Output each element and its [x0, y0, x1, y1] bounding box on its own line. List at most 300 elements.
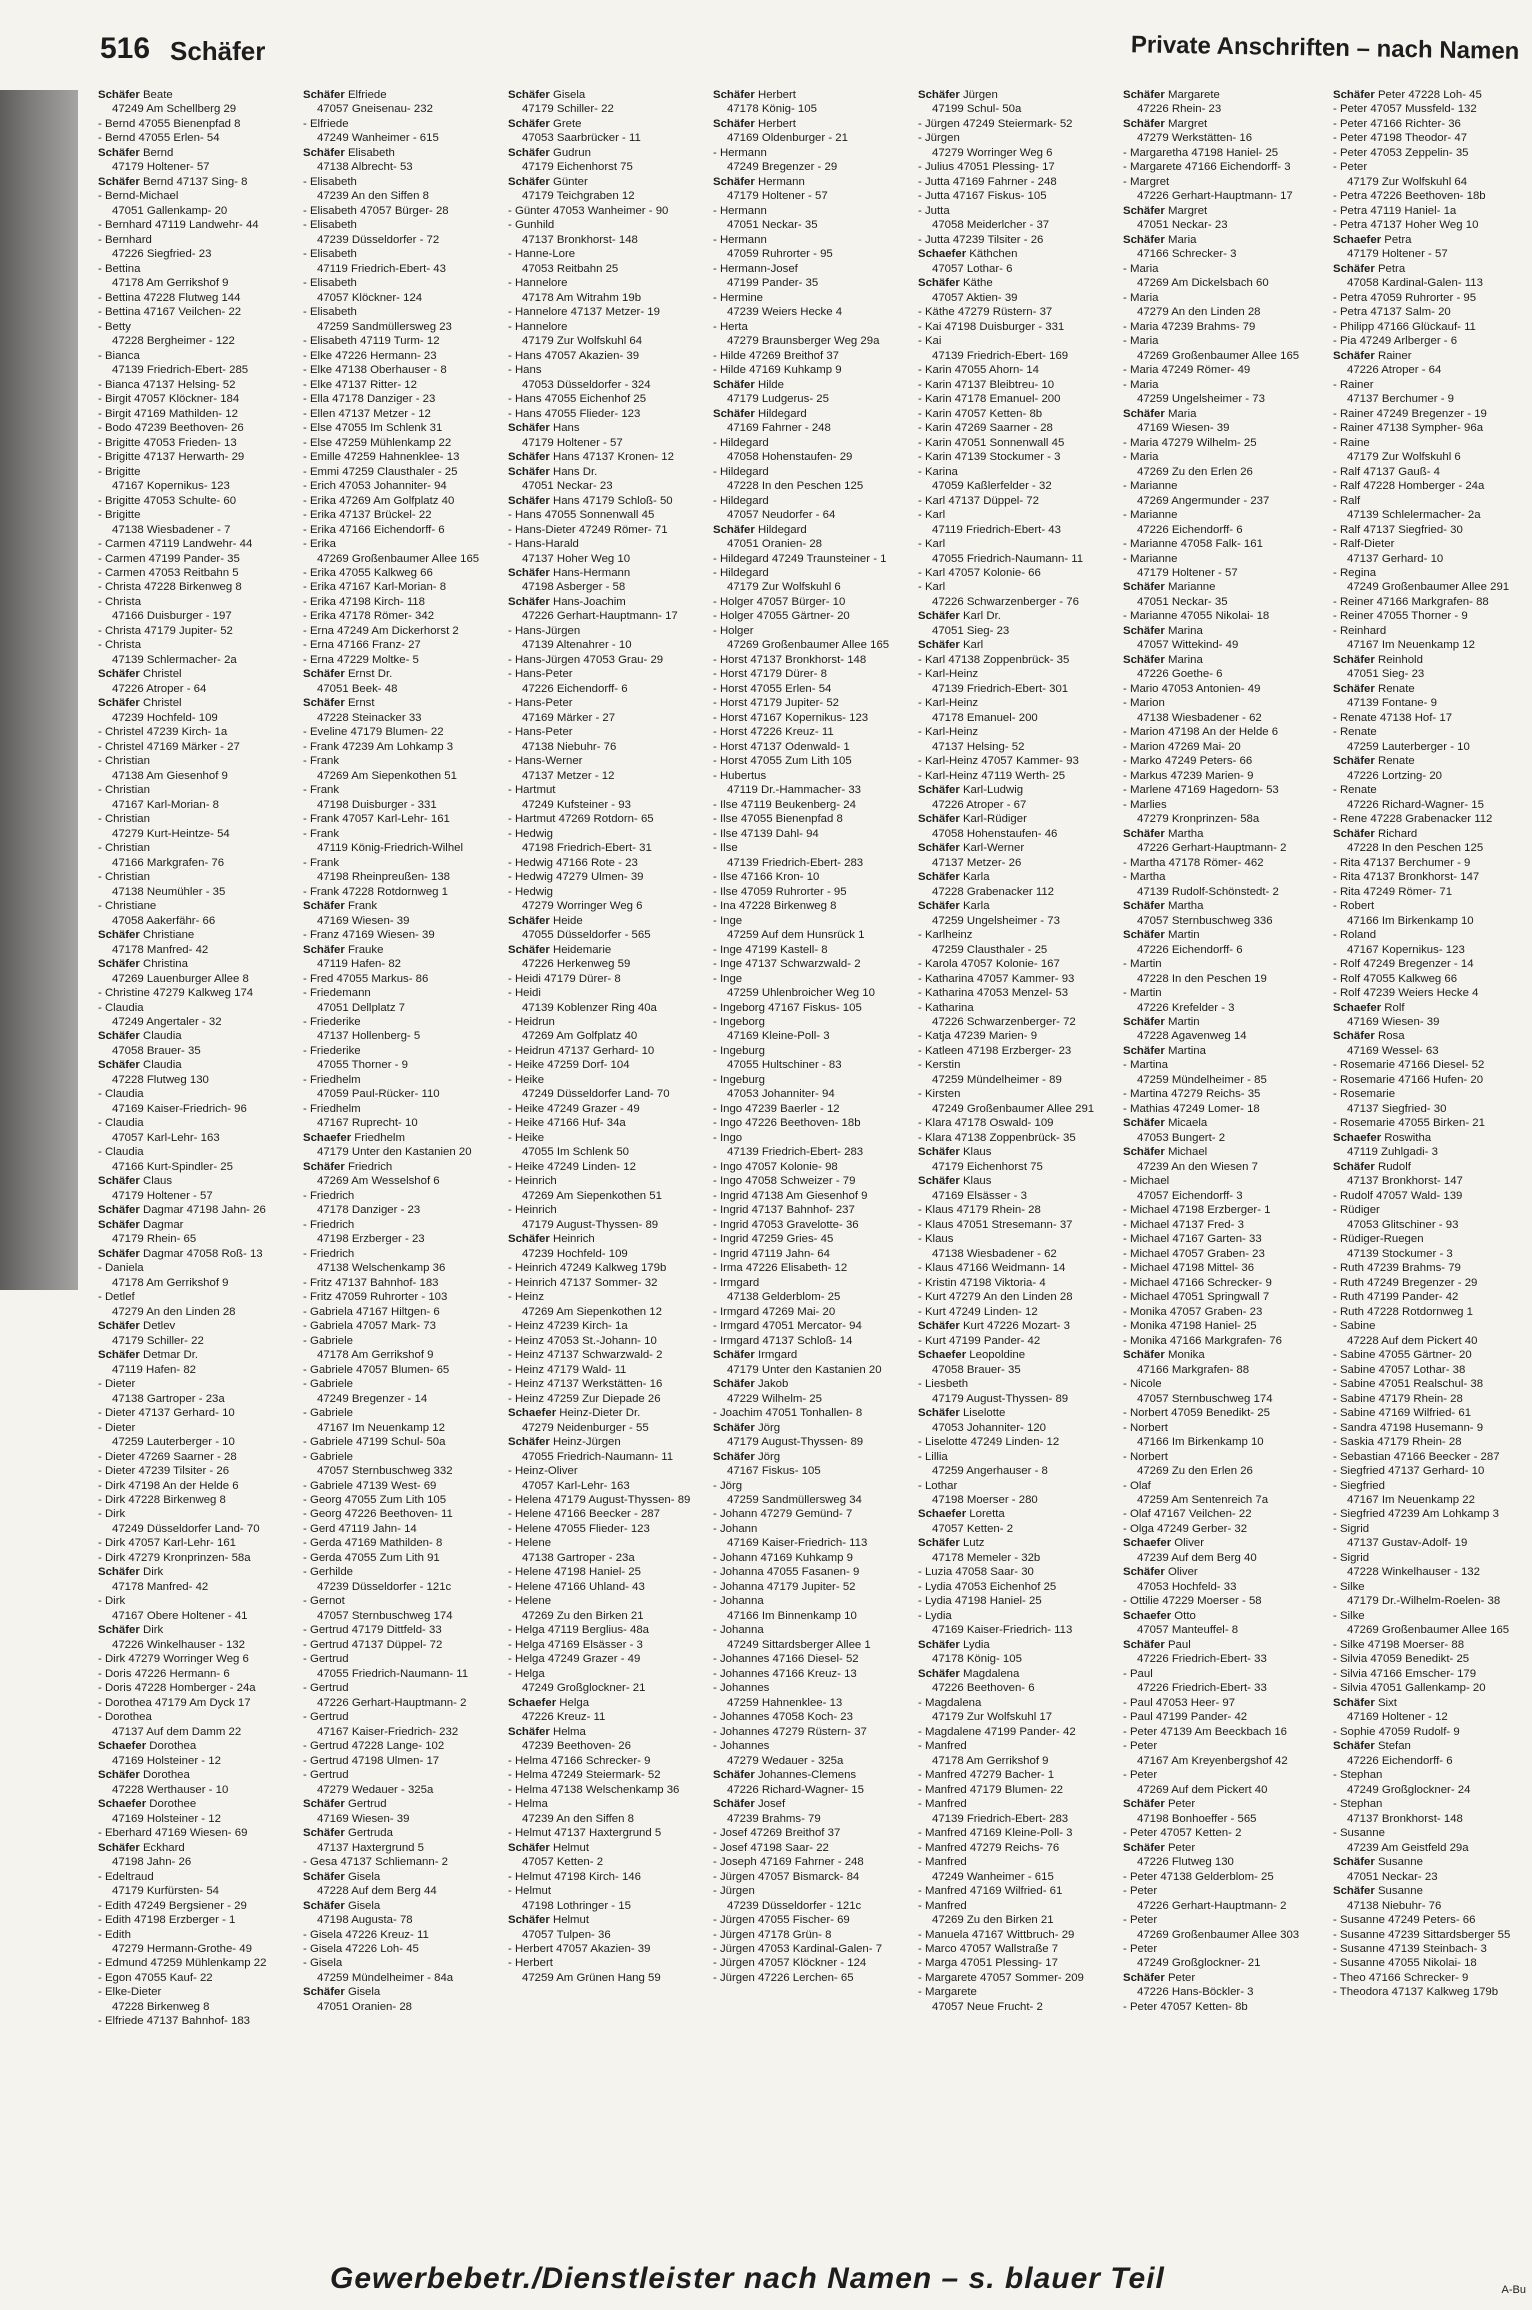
- entry-surname-line: Schäfer Margarete: [1123, 89, 1220, 101]
- entry-surname-line: Schäfer Dagmar 47058 Roß- 13: [98, 1247, 263, 1260]
- entry-address-line: 47138 Gartroper - 23a: [112, 1392, 225, 1405]
- entry-address-line: 47137 Bronkhorst- 148: [1347, 1812, 1463, 1825]
- entry-firstname-line: - Bernd 47055 Bienenpfad 8: [98, 117, 241, 130]
- entry-address-line: 47259 Mündelheimer - 85: [1137, 1073, 1267, 1086]
- entry-firstname-line: - Daniela: [98, 1262, 144, 1275]
- entry-firstname-line: - Claudia: [98, 1117, 144, 1130]
- entry-surname-line: Schäfer Helma: [508, 1725, 586, 1738]
- entry-firstname-line: - Siegfried: [1333, 1479, 1385, 1492]
- entry-surname-line: Schäfer Christina: [98, 958, 188, 971]
- entry-firstname-line: - Martina 47279 Reichs- 35: [1123, 1088, 1261, 1101]
- entry-firstname-line: - Eveline 47179 Blumen- 22: [303, 726, 444, 739]
- entry-firstname-line: - Karin 47055 Ahorn- 14: [918, 364, 1039, 377]
- entry-address-line: 47226 Siegfried- 23: [112, 248, 212, 261]
- entry-firstname-line: - Gabriela 47167 Hiltgen- 6: [303, 1305, 440, 1318]
- entry-firstname-line: - Ralf: [1333, 494, 1361, 507]
- entry-firstname-line: - Rüdiger: [1333, 1204, 1380, 1217]
- entry-firstname-line: - Bernd 47055 Erlen- 54: [98, 132, 220, 145]
- entry-firstname-line: - Ruth 47239 Brahms- 79: [1333, 1262, 1461, 1275]
- entry-address-line: 47269 Großenbaumer Allee 165: [1137, 349, 1300, 362]
- entry-firstname-line: - Magdalene 47199 Pander- 42: [918, 1725, 1076, 1738]
- entry-address-line: 47229 Wilhelm- 25: [727, 1392, 822, 1405]
- entry-firstname-line: - Christiane: [98, 900, 157, 913]
- entry-address-line: 47259 Clausthaler - 25: [932, 943, 1048, 956]
- entry-address-line: 47179 Holtener - 57: [522, 436, 623, 449]
- entry-address-line: 47178 Am Witrahm 19b: [522, 291, 642, 304]
- entry-surname-line: Schäfer Karl Dr.: [918, 610, 1001, 623]
- entry-address-line: 47167 Kopernikus- 123: [1347, 943, 1465, 956]
- entry-firstname-line: - Herbert: [508, 1957, 553, 1970]
- entry-address-line: 47269 Am Siepenkothen 12: [522, 1305, 662, 1318]
- entry-surname-line: Schäfer Gisela: [303, 1986, 381, 1999]
- entry-address-line: 47059 Paul-Rücker- 110: [317, 1088, 440, 1101]
- entry-firstname-line: - Erna 47249 Am Dickerhorst 2: [303, 624, 459, 637]
- entry-firstname-line: - Klara 47138 Zoppenbrück- 35: [918, 1131, 1076, 1144]
- entry-address-line: 47138 Niebuhr- 76: [1347, 1899, 1442, 1912]
- entry-surname-line: Schäfer Helmut: [508, 1841, 590, 1854]
- entry-address-line: 47269 Großenbaumer Allee 165: [317, 552, 480, 565]
- entry-address-line: 47058 Meiderlcher - 37: [932, 219, 1050, 232]
- entry-firstname-line: - Karin 47051 Sonnenwall 45: [918, 436, 1065, 449]
- entry-firstname-line: - Helene 47166 Beecker - 287: [508, 1508, 660, 1521]
- entry-firstname-line: - Manuela 47167 Wittbruch- 29: [918, 1928, 1075, 1941]
- entry-firstname-line: - Hans 47055 Flieder- 123: [508, 407, 641, 420]
- entry-surname-line: Schäfer Gisela: [303, 1870, 381, 1883]
- entry-firstname-line: - Liesbeth: [918, 1378, 969, 1391]
- entry-address-line: 47137 Haxtergrund 5: [317, 1841, 425, 1854]
- entry-surname-line: Schaefer Roswitha: [1333, 1131, 1432, 1144]
- entry-firstname-line: - Carmen 47199 Pander- 35: [98, 552, 240, 565]
- entry-firstname-line: - Hans-Peter: [508, 726, 573, 739]
- entry-firstname-line: - Johannes 47166 Diesel- 52: [713, 1653, 859, 1666]
- entry-firstname-line: - Johannes 47279 Rüstern- 37: [713, 1725, 867, 1738]
- entry-address-line: 47259 Lauterberger - 10: [1347, 740, 1470, 753]
- entry-firstname-line: - Elke 47137 Ritter- 12: [303, 378, 417, 391]
- entry-address-line: 47226 Richard-Wagner- 15: [1347, 798, 1484, 811]
- entry-firstname-line: - Gabriele 47139 West- 69: [303, 1479, 437, 1492]
- entry-firstname-line: - Ingrid 47053 Gravelotte- 36: [713, 1218, 859, 1231]
- entry-firstname-line: - Erika 47166 Eichendorff- 6: [303, 523, 445, 536]
- entry-address-line: 47179 August-Thyssen- 89: [522, 1218, 659, 1231]
- entry-address-line: 47166 Schrecker- 3: [1137, 248, 1237, 261]
- entry-address-line: 47259 Angerhauser - 8: [932, 1465, 1048, 1478]
- entry-firstname-line: - Manfred: [918, 1856, 967, 1869]
- entry-firstname-line: - Ruth 47199 Pander- 42: [1333, 1291, 1459, 1304]
- entry-address-line: 47228 Auf dem Pickert 40: [1347, 1334, 1478, 1347]
- entry-firstname-line: - Birgit 47057 Klöckner- 184: [98, 393, 240, 406]
- entry-firstname-line: - Helga 47169 Elsässer - 3: [508, 1638, 643, 1651]
- entry-firstname-line: - Heinrich: [508, 1175, 557, 1188]
- entry-firstname-line: - Peter 47139 Am Beeckbach 16: [1123, 1725, 1288, 1738]
- entry-surname-line: Schäfer Heinrich: [508, 1233, 595, 1246]
- entry-surname-line: Schäfer Jakob: [713, 1378, 789, 1391]
- entry-firstname-line: - Erika 47137 Brückel- 22: [303, 509, 432, 522]
- entry-firstname-line: - Katleen 47198 Erzberger- 23: [918, 1044, 1072, 1057]
- entry-address-line: 47167 Obere Holtener - 41: [112, 1609, 248, 1622]
- entry-firstname-line: - Rüdiger-Ruegen: [1333, 1233, 1424, 1246]
- entry-firstname-line: - Carmen 47053 Reitbahn 5: [98, 566, 239, 579]
- entry-firstname-line: - Petra 47226 Beethoven- 18b: [1333, 190, 1486, 203]
- entry-firstname-line: - Elisabeth 47119 Turm- 12: [303, 335, 440, 348]
- entry-firstname-line: - Katharina 47057 Kammer- 93: [918, 972, 1075, 985]
- entry-firstname-line: - Friedhelm: [303, 1102, 361, 1115]
- entry-address-line: 47228 Bergheimer - 122: [112, 335, 235, 348]
- entry-surname-line: Schäfer Peter 47228 Loh- 45: [1333, 89, 1482, 101]
- entry-firstname-line: - Helma 47249 Steiermark- 52: [508, 1769, 661, 1782]
- entry-firstname-line: - Horst 47137 Bronkhorst- 148: [713, 653, 867, 666]
- entry-address-line: 47138 Albrecht- 53: [317, 161, 413, 174]
- entry-address-line: 47249 Angertaler - 32: [112, 1016, 222, 1028]
- entry-surname-line: Schäfer Hildegard: [713, 407, 807, 420]
- entry-firstname-line: - Günter 47053 Wanheimer - 90: [508, 204, 669, 217]
- entry-address-line: 47279 An den Linden 28: [112, 1305, 236, 1318]
- entry-firstname-line: - Hildegard: [713, 494, 769, 507]
- entry-firstname-line: - Friederike: [303, 1016, 361, 1028]
- entry-address-line: 47055 Friedrich-Naumann- 11: [317, 1667, 469, 1680]
- entry-address-line: 47166 Duisburger - 197: [112, 610, 232, 623]
- entry-address-line: 47051 Sieg- 23: [932, 624, 1010, 637]
- entry-firstname-line: - Manfred 47279 Bacher- 1: [918, 1769, 1055, 1782]
- entry-firstname-line: - Johannes: [713, 1682, 770, 1695]
- entry-firstname-line: - Joachim 47051 Tonhallen- 8: [713, 1407, 863, 1420]
- entry-address-line: 47179 Holtener - 57: [727, 190, 828, 203]
- entry-surname-line: Schäfer Peter: [1123, 1971, 1196, 1984]
- entry-firstname-line: - Rosemarie 47166 Hufen- 20: [1333, 1073, 1484, 1086]
- entry-address-line: 47239 Beethoven- 26: [522, 1740, 631, 1753]
- entry-firstname-line: - Johannes 47166 Kreuz- 13: [713, 1667, 857, 1680]
- entry-firstname-line: - Norbert 47059 Benedikt- 25: [1123, 1407, 1270, 1420]
- entry-firstname-line: - Ingo 47239 Baerler - 12: [713, 1102, 840, 1115]
- entry-surname-line: Schaefer Helga: [508, 1696, 590, 1709]
- entry-firstname-line: - Renate: [1333, 784, 1377, 797]
- entry-address-line: 47249 Am Schellberg 29: [112, 103, 237, 116]
- entry-address-line: 47138 Am Giesenhof 9: [112, 769, 228, 782]
- entry-surname-line: Schäfer Rudolf: [1333, 1160, 1411, 1173]
- entry-address-line: 47119 Friedrich-Ebert- 43: [317, 262, 446, 275]
- entry-firstname-line: - Norbert: [1123, 1421, 1168, 1434]
- entry-firstname-line: - Jutta 47239 Tilsiter - 26: [918, 233, 1044, 246]
- entry-firstname-line: - Manfred: [918, 1899, 967, 1912]
- entry-firstname-line: - Irmgard 47137 Schloß- 14: [713, 1334, 853, 1347]
- entry-address-line: 47269 Großenbaumer Allee 303: [1137, 1928, 1300, 1941]
- entry-address-line: 47226 Beethoven- 6: [932, 1682, 1035, 1695]
- entry-firstname-line: - Hans-Harald: [508, 538, 579, 551]
- entry-firstname-line: - Irmgard: [713, 1276, 760, 1289]
- entry-address-line: 47169 Holsteiner - 12: [112, 1754, 221, 1767]
- entry-firstname-line: - Holger: [713, 624, 754, 637]
- entry-firstname-line: - Michael 47198 Mittel- 36: [1123, 1262, 1255, 1275]
- entry-firstname-line: - Michael 47051 Springwall 7: [1123, 1291, 1270, 1304]
- entry-firstname-line: - Ellen 47137 Metzer - 12: [303, 407, 431, 420]
- entry-firstname-line: - Saskia 47179 Rhein- 28: [1333, 1436, 1462, 1449]
- entry-firstname-line: - Norbert: [1123, 1450, 1168, 1463]
- entry-firstname-line: - Hermann: [713, 146, 767, 159]
- entry-firstname-line: - Christian: [98, 784, 150, 797]
- entry-firstname-line: - Roland: [1333, 929, 1377, 942]
- entry-firstname-line: - Susanne 47239 Sittardsberger 55: [1333, 1928, 1511, 1941]
- entry-firstname-line: - Claudia: [98, 1146, 144, 1159]
- entry-firstname-line: - Herta: [713, 320, 748, 333]
- entry-address-line: 47138 Wiesbadener - 62: [1137, 711, 1262, 724]
- entry-firstname-line: - Heinrich 47249 Kalkweg 179b: [508, 1262, 667, 1275]
- entry-firstname-line: - Paul 47199 Pander- 42: [1123, 1711, 1248, 1724]
- entry-address-line: 47228 Birkenweg 8: [112, 2000, 210, 2013]
- entry-address-line: 47226 Eichendorff- 6: [1137, 523, 1243, 536]
- entry-firstname-line: - Dorothea 47179 Am Dyck 17: [98, 1696, 251, 1709]
- entry-firstname-line: - Ingo 47057 Kolonie- 98: [713, 1160, 838, 1173]
- entry-address-line: 47138 Neumühler - 35: [112, 885, 226, 898]
- entry-firstname-line: - Marco 47057 Wallstraße 7: [918, 1943, 1059, 1955]
- entry-address-line: 47198 Friedrich-Ebert- 31: [522, 842, 652, 855]
- entry-firstname-line: - Gerd 47119 Jahn- 14: [303, 1522, 417, 1535]
- entry-surname-line: Schäfer Marianne: [1123, 581, 1216, 594]
- entry-surname-line: Schäfer Martha: [1123, 827, 1204, 840]
- entry-firstname-line: - Gabriele: [303, 1407, 354, 1420]
- entry-firstname-line: - Peter 47057 Mussfeld- 132: [1333, 103, 1477, 116]
- entry-firstname-line: - Friedhelm: [303, 1073, 361, 1086]
- entry-firstname-line: - Irma 47226 Elisabeth- 12: [713, 1262, 848, 1275]
- entry-address-line: 47138 Welschenkamp 36: [317, 1262, 446, 1275]
- entry-address-line: 47119 Hafen- 82: [112, 1363, 197, 1376]
- entry-firstname-line: - Johannes 47058 Koch- 23: [713, 1711, 853, 1724]
- entry-address-line: 47178 König- 105: [932, 1653, 1022, 1666]
- entry-address-line: 47166 Im Birkenkamp 10: [1137, 1436, 1264, 1449]
- entry-surname-line: Schäfer Gisela: [508, 89, 586, 101]
- entry-address-line: 47139 Friedrich-Ebert- 169: [932, 349, 1069, 362]
- entry-firstname-line: - Marlies: [1123, 798, 1167, 811]
- entry-address-line: 47138 Niebuhr- 76: [522, 740, 617, 753]
- entry-firstname-line: - Gertrud 47137 Düppel- 72: [303, 1638, 443, 1651]
- entry-firstname-line: - Michael 47198 Erzberger- 1: [1123, 1204, 1271, 1217]
- entry-firstname-line: - Horst 47179 Dürer- 8: [713, 668, 827, 681]
- entry-surname-line: Schäfer Dirk: [98, 1566, 164, 1579]
- entry-address-line: 47169 Wessel- 63: [1347, 1044, 1439, 1057]
- entry-address-line: 47169 Wiesen- 39: [1347, 1016, 1440, 1028]
- entry-address-line: 47259 Am Sentenreich 7a: [1137, 1493, 1269, 1506]
- entry-address-line: 47139 Stockumer - 3: [1347, 1247, 1453, 1260]
- entry-firstname-line: - Margaretha 47198 Haniel- 25: [1123, 146, 1279, 159]
- entry-firstname-line: - Manfred 47279 Reichs- 76: [918, 1841, 1060, 1854]
- entry-surname-line: Schaefer Leopoldine: [918, 1349, 1026, 1362]
- entry-address-line: 47166 Markgrafen- 88: [1137, 1363, 1250, 1376]
- entry-surname-line: Schäfer Martha: [1123, 900, 1204, 913]
- entry-firstname-line: - Kai: [918, 335, 942, 348]
- entry-surname-line: Schäfer Peter: [1123, 1841, 1196, 1854]
- entry-firstname-line: - Karl: [918, 509, 946, 522]
- entry-address-line: 47226 Richard-Wagner- 15: [727, 1783, 864, 1796]
- entry-address-line: 47167 Im Neuenkamp 12: [317, 1421, 445, 1434]
- entry-address-line: 47179 Kurfürsten- 54: [112, 1885, 220, 1898]
- entry-address-line: 47249 Großenbaumer Allee 291: [932, 1102, 1095, 1115]
- entry-firstname-line: - Maria: [1123, 262, 1159, 275]
- entry-firstname-line: - Kristin 47198 Viktoria- 4: [918, 1276, 1046, 1289]
- entry-firstname-line: - Gabriele: [303, 1378, 354, 1391]
- entry-firstname-line: - Dirk 47279 Kronprinzen- 58a: [98, 1551, 251, 1564]
- entry-address-line: 47051 Dellplatz 7: [317, 1001, 406, 1014]
- entry-surname-line: Schäfer Ernst: [303, 697, 375, 710]
- entry-address-line: 47198 Duisburger - 331: [317, 798, 437, 811]
- entry-firstname-line: - Dirk: [98, 1595, 126, 1608]
- entry-address-line: 47239 Hochfeld- 109: [112, 711, 218, 724]
- entry-address-line: 47279 Neidenburger - 55: [522, 1421, 649, 1434]
- entry-firstname-line: - Stephan: [1333, 1798, 1383, 1811]
- entry-firstname-line: - Luzia 47058 Saar- 30: [918, 1566, 1034, 1579]
- entry-firstname-line: - Erika: [303, 538, 336, 551]
- entry-address-line: 47179 Ludgerus- 25: [727, 393, 829, 406]
- entry-address-line: 47179 Schiller- 22: [112, 1334, 204, 1347]
- entry-address-line: 47279 Braunsberger Weg 29a: [727, 335, 880, 348]
- entry-firstname-line: - Jutta: [918, 204, 950, 217]
- entry-firstname-line: - Bernhard: [98, 233, 152, 246]
- entry-address-line: 47259 Auf dem Hunsrück 1: [727, 929, 865, 942]
- entry-address-line: 47279 Wedauer - 325a: [317, 1783, 434, 1796]
- entry-firstname-line: - Jürgen 47055 Fischer- 69: [713, 1914, 850, 1927]
- entry-address-line: 47249 Großglockner- 21: [1137, 1957, 1261, 1970]
- entry-firstname-line: - Frank 47228 Rotdornweg 1: [303, 885, 448, 898]
- entry-firstname-line: - Frank: [303, 755, 340, 768]
- entry-firstname-line: - Ralf 47228 Homberger - 24a: [1333, 480, 1485, 493]
- entry-address-line: 47057 Sternbuschweg 174: [1137, 1392, 1273, 1405]
- entry-firstname-line: - Dieter: [98, 1378, 136, 1391]
- entry-address-line: 47239 Brahms- 79: [727, 1812, 821, 1825]
- entry-firstname-line: - Kai 47198 Duisburger - 331: [918, 320, 1065, 333]
- entry-surname-line: Schäfer Martin: [1123, 929, 1200, 942]
- entry-address-line: 47169 Fahrner - 248: [727, 422, 831, 435]
- entry-address-line: 47053 Saarbrücker - 11: [522, 132, 641, 145]
- entry-firstname-line: - Olga 47249 Gerber- 32: [1123, 1522, 1248, 1535]
- entry-address-line: 47178 Am Gerrikshof 9: [317, 1349, 434, 1362]
- entry-firstname-line: - Frank 47057 Karl-Lehr- 161: [303, 813, 450, 826]
- entry-surname-line: Schäfer Dorothea: [98, 1769, 190, 1782]
- entry-surname-line: Schäfer Frank: [303, 900, 378, 913]
- entry-firstname-line: - Dorothea: [98, 1711, 152, 1724]
- entry-address-line: 47249 Düsseldorfer Land- 70: [522, 1088, 670, 1101]
- entry-firstname-line: - Theodora 47137 Kalkweg 179b: [1333, 1986, 1499, 1999]
- entry-firstname-line: - Reiner 47055 Thorner - 9: [1333, 610, 1468, 623]
- entry-firstname-line: - Gertrud: [303, 1711, 349, 1724]
- entry-firstname-line: - Hannelore: [508, 277, 568, 290]
- entry-surname-line: Schäfer Heidemarie: [508, 943, 612, 956]
- entry-address-line: 47055 Friedrich-Naumann- 11: [522, 1450, 674, 1463]
- entry-firstname-line: - Silvia 47051 Gallenkamp- 20: [1333, 1682, 1486, 1695]
- entry-address-line: 47137 Gustav-Adolf- 19: [1347, 1537, 1468, 1550]
- entry-firstname-line: - Michael 47057 Graben- 23: [1123, 1247, 1265, 1260]
- entry-address-line: 47057 Klöckner- 124: [317, 291, 423, 304]
- entry-surname-line: Schäfer Detmar Dr.: [98, 1349, 199, 1362]
- entry-firstname-line: - Hans-Werner: [508, 755, 583, 768]
- entry-firstname-line: - Heike: [508, 1131, 545, 1144]
- entry-address-line: 47228 Grabenacker 112: [932, 885, 1055, 898]
- entry-firstname-line: - Johanna 47055 Fasanen- 9: [713, 1566, 860, 1579]
- entry-firstname-line: - Käthe 47279 Rüstern- 37: [918, 306, 1053, 319]
- entry-firstname-line: - Reinhard: [1333, 624, 1387, 637]
- entry-address-line: 47139 Schlermacher- 2a: [112, 653, 237, 666]
- entry-firstname-line: - Irmgard 47051 Mercator- 94: [713, 1320, 862, 1333]
- entry-surname-line: Schäfer Frauke: [303, 943, 384, 956]
- entry-firstname-line: - Gertrud: [303, 1682, 349, 1695]
- entry-firstname-line: - Katharina 47053 Menzel- 53: [918, 987, 1069, 1000]
- entry-firstname-line: - Liselotte 47249 Linden- 12: [918, 1436, 1060, 1449]
- directory-column: [508, 88, 720, 2228]
- entry-address-line: 47226 Atroper - 64: [112, 682, 207, 695]
- entry-firstname-line: - Ottilie 47229 Moerser - 58: [1123, 1595, 1262, 1608]
- entry-address-line: 47139 Friedrich-Ebert- 283: [727, 1146, 864, 1159]
- entry-firstname-line: - Gertrud 47198 Ulmen- 17: [303, 1754, 440, 1767]
- entry-firstname-line: - Renate: [1333, 726, 1377, 739]
- entry-firstname-line: - Peter: [1333, 161, 1368, 174]
- entry-address-line: 47178 König- 105: [727, 103, 817, 116]
- entry-firstname-line: - Michael: [1123, 1175, 1170, 1188]
- entry-address-line: 47279 Kronprinzen- 58a: [1137, 813, 1260, 826]
- entry-firstname-line: - Christel 47239 Kirch- 1a: [98, 726, 228, 739]
- directory-column: [98, 88, 310, 2228]
- entry-firstname-line: - Heinz 47137 Werkstätten- 16: [508, 1378, 663, 1391]
- entry-firstname-line: - Martha 47178 Römer- 462: [1123, 856, 1264, 869]
- entry-firstname-line: - Elke 47138 Oberhauser - 8: [303, 364, 447, 377]
- entry-firstname-line: - Inge 47137 Schwarzwald- 2: [713, 958, 861, 971]
- entry-firstname-line: - Marianne: [1123, 552, 1178, 565]
- entry-firstname-line: - Elisabeth: [303, 277, 357, 290]
- entry-firstname-line: - Edith 47249 Bergsiener - 29: [98, 1899, 247, 1912]
- entry-surname-line: Schäfer Eckhard: [98, 1841, 185, 1854]
- entry-firstname-line: - Silke: [1333, 1580, 1365, 1593]
- entry-address-line: 47053 Düsseldorfer - 324: [522, 378, 651, 391]
- entry-firstname-line: - Hermann-Josef: [713, 262, 798, 275]
- entry-surname-line: Schäfer Gudrun: [508, 146, 591, 159]
- entry-firstname-line: - Helma: [508, 1798, 548, 1811]
- entry-surname-line: Schäfer Hermann: [713, 175, 805, 188]
- entry-address-line: 47053 Reitbahn 25: [522, 262, 619, 275]
- entry-firstname-line: - Olaf: [1123, 1479, 1151, 1492]
- entry-surname-line: Schäfer Dirk: [98, 1624, 164, 1637]
- entry-firstname-line: - Friedrich: [303, 1247, 355, 1260]
- entry-firstname-line: - Sabine: [1333, 1320, 1376, 1333]
- entry-surname-line: Schäfer Hans-Hermann: [508, 566, 631, 579]
- entry-firstname-line: - Hans-Jürgen: [508, 624, 581, 637]
- entry-address-line: 47226 Eichendorff- 6: [522, 682, 628, 695]
- entry-surname-line: Schäfer Bernd 47137 Sing- 8: [98, 175, 248, 188]
- entry-firstname-line: - Elke-Dieter: [98, 1986, 162, 1999]
- entry-firstname-line: - Fritz 47059 Ruhrorter - 103: [303, 1291, 448, 1304]
- entry-address-line: 47249 Kufsteiner - 93: [522, 798, 631, 811]
- entry-firstname-line: - Monika 47198 Haniel- 25: [1123, 1320, 1257, 1333]
- entry-firstname-line: - Erich 47053 Johanniter- 94: [303, 480, 447, 493]
- entry-surname-line: Schäfer Peter: [1123, 1798, 1196, 1811]
- entry-address-line: 47053 Bungert- 2: [1137, 1131, 1226, 1144]
- entry-address-line: 47138 Wiesbadener - 7: [112, 523, 231, 536]
- entry-address-line: 47226 Kreuz- 11: [522, 1711, 606, 1724]
- entry-firstname-line: - Hans 47057 Akazien- 39: [508, 349, 640, 362]
- entry-firstname-line: - Heike 47249 Grazer - 49: [508, 1102, 640, 1115]
- entry-firstname-line: - Jutta 47167 Fiskus- 105: [918, 190, 1047, 203]
- entry-firstname-line: - Friedrich: [303, 1189, 355, 1202]
- entry-surname-line: Schäfer Renate: [1333, 682, 1415, 695]
- entry-address-line: 47057 Karl-Lehr- 163: [112, 1131, 220, 1144]
- entry-firstname-line: - Helga 47249 Grazer - 49: [508, 1653, 641, 1666]
- entry-firstname-line: - Peter 47053 Zeppelin- 35: [1333, 146, 1469, 159]
- entry-firstname-line: - Silke: [1333, 1609, 1365, 1622]
- entry-address-line: 47137 Bronkhorst- 147: [1347, 1175, 1463, 1188]
- entry-address-line: 47051 Neckar- 23: [1347, 1870, 1438, 1883]
- entry-address-line: 47057 Sternbuschweg 174: [317, 1609, 453, 1622]
- entry-firstname-line: - Robert: [1333, 900, 1375, 913]
- entry-firstname-line: - Friederike: [303, 1044, 361, 1057]
- entry-firstname-line: - Eberhard 47169 Wiesen- 69: [98, 1827, 248, 1840]
- directory-column: [1123, 88, 1335, 2228]
- entry-firstname-line: - Peter 47057 Ketten- 2: [1123, 1827, 1242, 1840]
- entry-address-line: 47179 Teichgraben 12: [522, 190, 635, 203]
- entry-surname-line: Schäfer Hildegard: [713, 523, 807, 536]
